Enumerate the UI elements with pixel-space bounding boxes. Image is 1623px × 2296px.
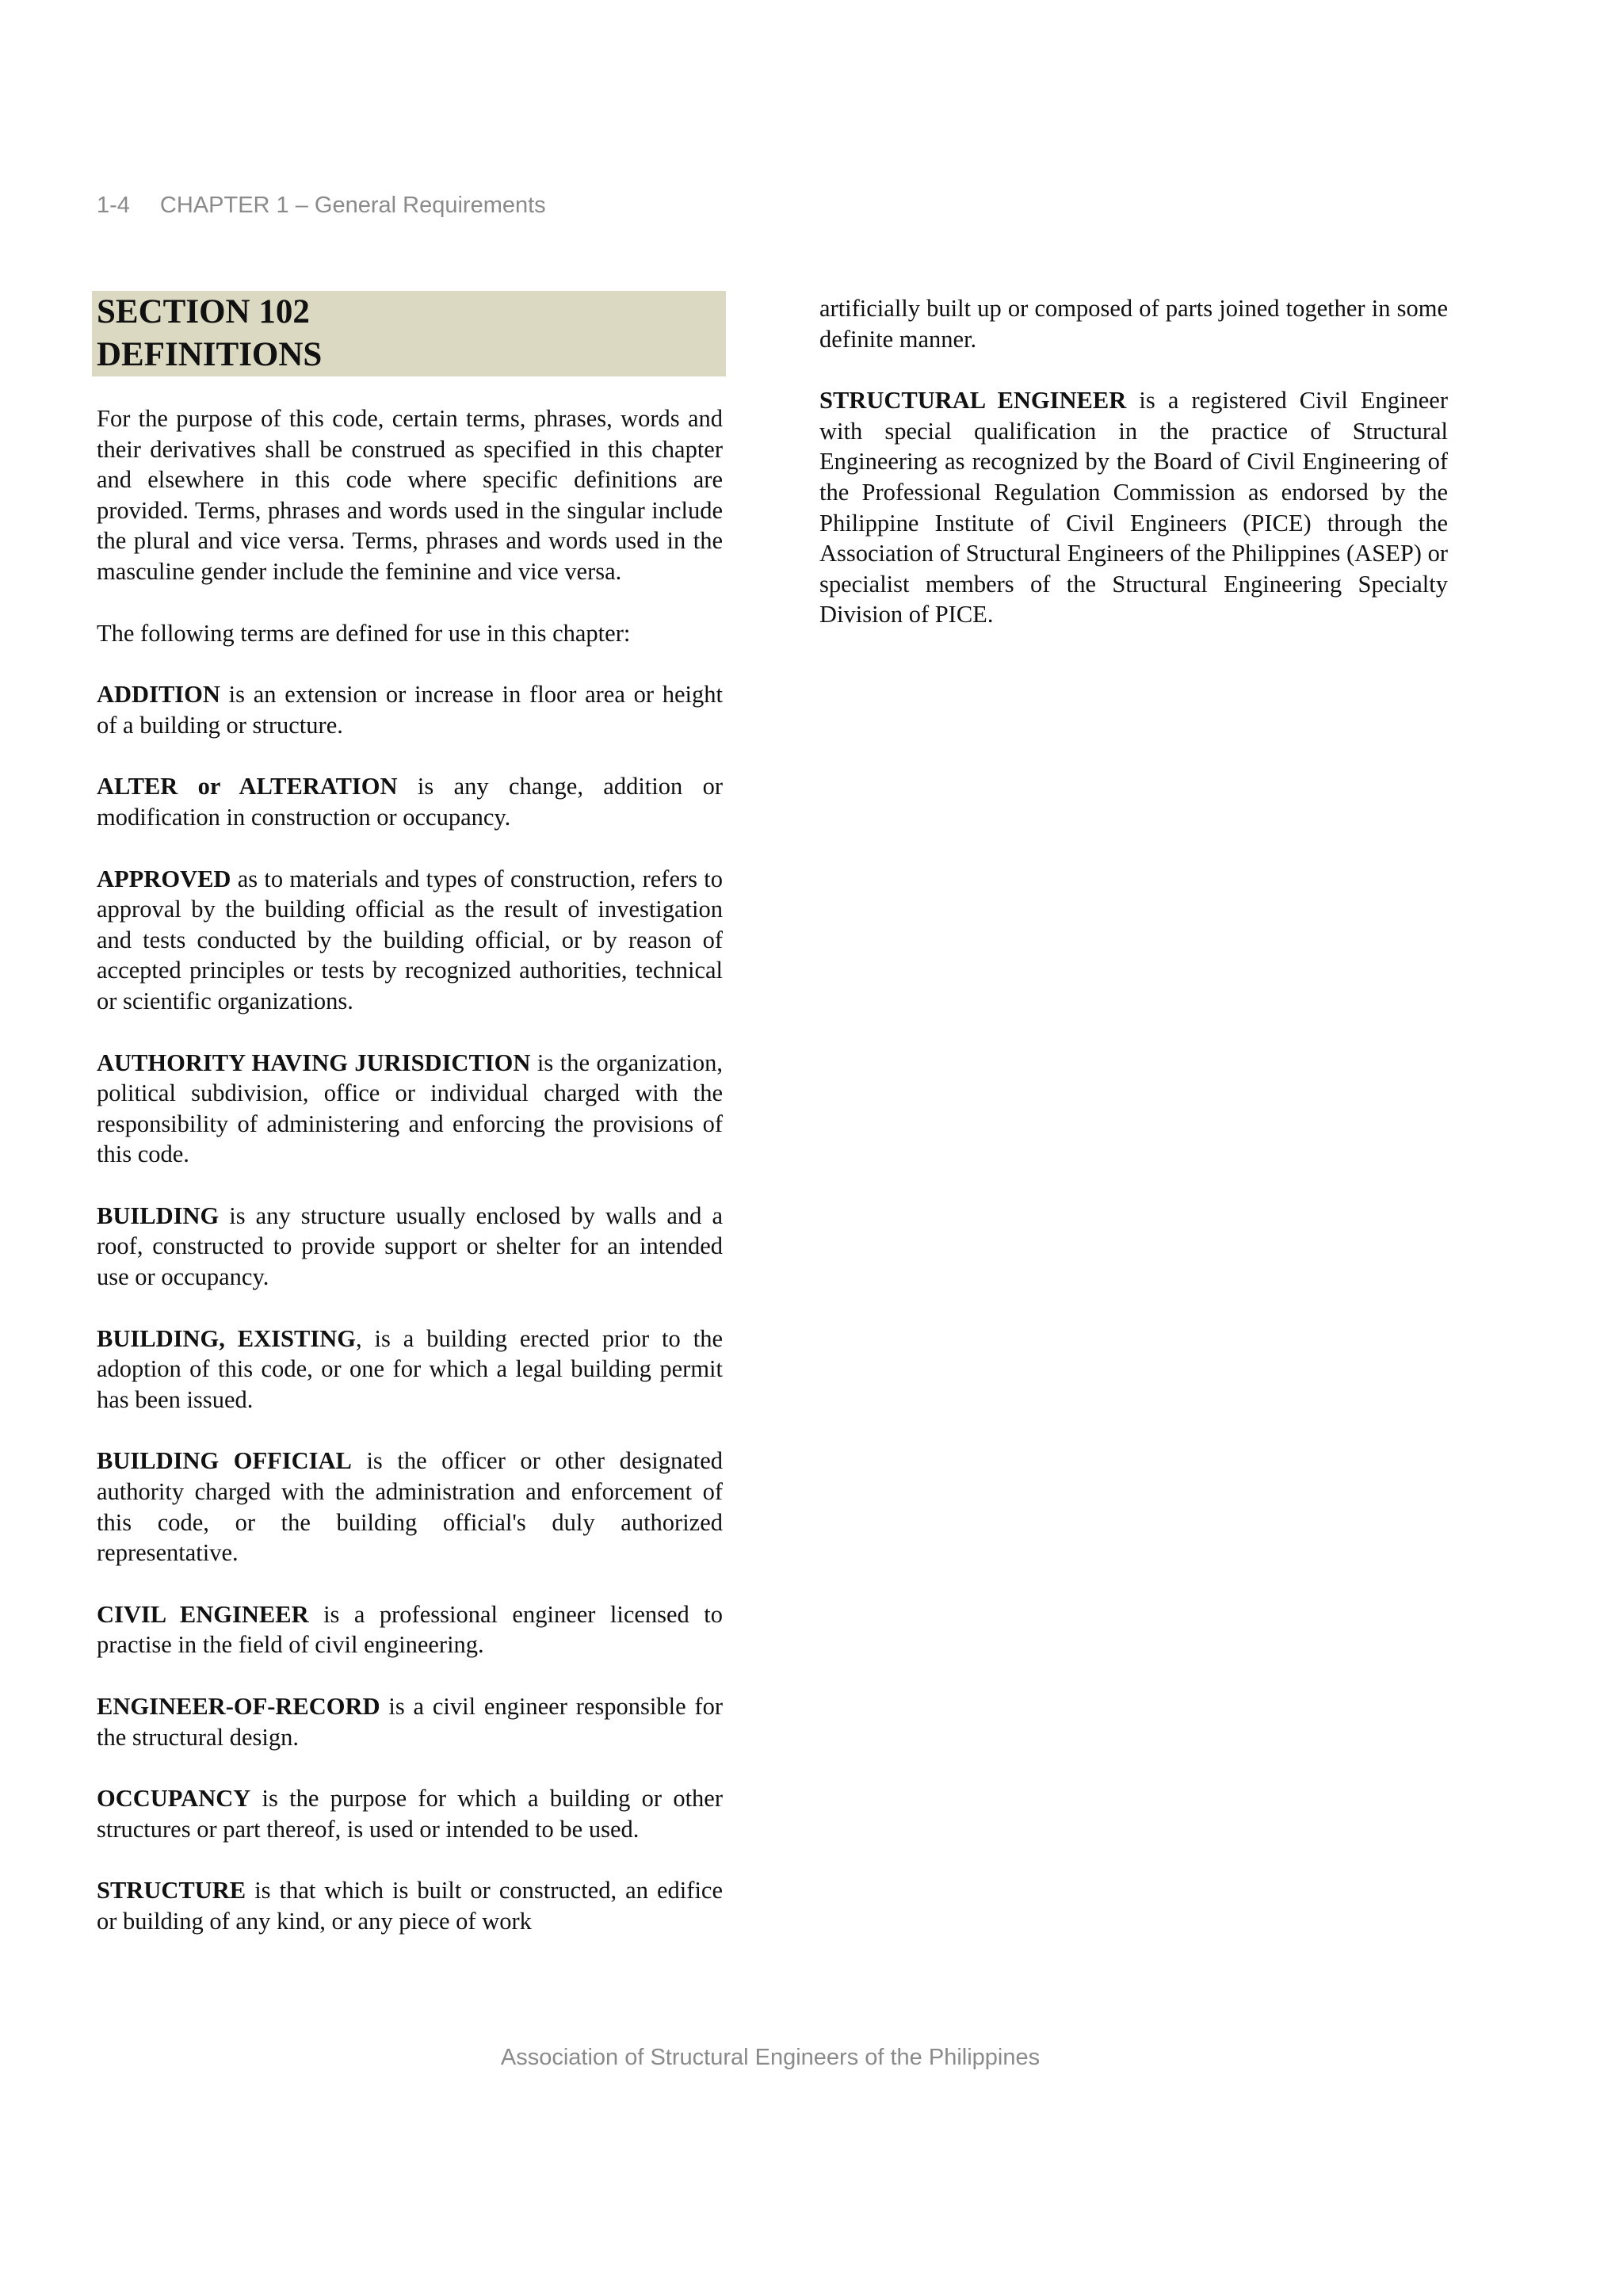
right-column (819, 293, 1448, 630)
definition-text: is an extension or increase in floor area or height of a building or structure. (97, 681, 723, 739)
definition-approved (97, 864, 723, 1017)
page-number: 1-4 (97, 193, 130, 218)
intro-paragraph: For the purpose of this code, certain terms, phrases, words and their derivatives shall be construed as specified in this chapter and elsewhere in this code where specific definitions are provided. Terms, phrases and words used in the singular include the plural and vice versa. Terms, phrases and words used in the masculine gender include the feminine and vice versa. (97, 405, 723, 585)
definition-text: is any change, addition or modification in construction or occupancy. (97, 773, 724, 831)
definition-text: , is a building erected prior to the adoption of this code, or one for which a legal building permit has been issued. (97, 1324, 723, 1413)
definition-term: ALTER or ALTERATION (97, 773, 398, 800)
running-footer: Association of Structural Engineers of the Philippines (500, 2045, 1041, 2070)
definition-text: is that which is built or constructed, an edifice or building of any kind, or any piece of work (97, 1877, 723, 1935)
definition-building-official (97, 1446, 723, 1568)
definition-text: is a civil engineer responsible for the structural design. (97, 1693, 723, 1751)
definition-term: STRUCTURE (97, 1877, 246, 1904)
section-heading (92, 291, 726, 376)
definition-text: is a registered Civil Engineer with special qualification in the practice of Structural Engineering as recognized by the Board of Civil Engineering of the Professional Regulation Commission as endorsed by the Philippine Institute of Civil Engineers (PICE) through the Association of Structural Engineers of the Philippines (ASEP) or specialist members of the Structural Engineering Specialty Division of PICE. (819, 387, 1449, 628)
section-title: DEFINITIONS (97, 336, 323, 373)
definition-term: ADDITION (97, 681, 220, 709)
left-column (92, 291, 726, 1937)
definition-term: ENGINEER-OF-RECORD (97, 1693, 380, 1720)
structure-definition-continuation: artificially built up or composed of parts joined together in some definite manner. (819, 295, 1448, 353)
definition-civil-engineer (97, 1599, 723, 1660)
definition-text: as to materials and types of construction, refers to approval by the building official as the result of investigation and tests conducted by the building official, or by reason of accepted principles or tests by recognized authorities, technical or scientific organizations. (97, 865, 723, 1014)
definition-text: is any structure usually enclosed by walls and a roof, constructed to provide support or shelter for an intended use or occupancy. (97, 1201, 723, 1291)
definition-building-existing (97, 1324, 723, 1415)
definition-authority (97, 1048, 723, 1170)
definition-text: is the purpose for which a building or other structures or part thereof, is used or intended to be used. (97, 1785, 723, 1843)
definition-text: is the organization, political subdivision, office or individual charged with the responsibility of administering and enforcing the provisions of this code. (97, 1049, 723, 1168)
definition-term: BUILDING (97, 1201, 220, 1229)
definition-engineer-of-record (97, 1691, 723, 1752)
definition-term: BUILDING, EXISTING (97, 1324, 356, 1352)
chapter-title: CHAPTER 1 – General Requirements (159, 193, 546, 218)
intro-lead-in: The following terms are defined for use in this chapter: (97, 619, 631, 647)
definition-building (97, 1201, 723, 1293)
definition-text: is the officer or other designated authority charged with the administration and enforcement of this code, or the building official's duly authorized representative. (97, 1447, 724, 1567)
definition-structural-engineer (819, 385, 1448, 630)
definition-term: APPROVED (97, 865, 231, 892)
definition-term: AUTHORITY HAVING JURISDICTION (97, 1049, 531, 1076)
definition-term: BUILDING OFFICIAL (97, 1447, 352, 1475)
definition-text: is a professional engineer licensed to practise in the field of civil engineering. (97, 1600, 723, 1659)
definition-occupancy (97, 1783, 723, 1844)
section-number: SECTION 102 (97, 293, 310, 330)
running-header (97, 193, 546, 219)
definition-term: OCCUPANCY (97, 1785, 251, 1813)
definition-term: STRUCTURAL ENGINEER (819, 387, 1127, 415)
definition-alteration (97, 771, 723, 832)
definition-structure (97, 1875, 723, 1936)
definition-term: CIVIL ENGINEER (97, 1600, 309, 1628)
definition-addition (97, 679, 723, 740)
